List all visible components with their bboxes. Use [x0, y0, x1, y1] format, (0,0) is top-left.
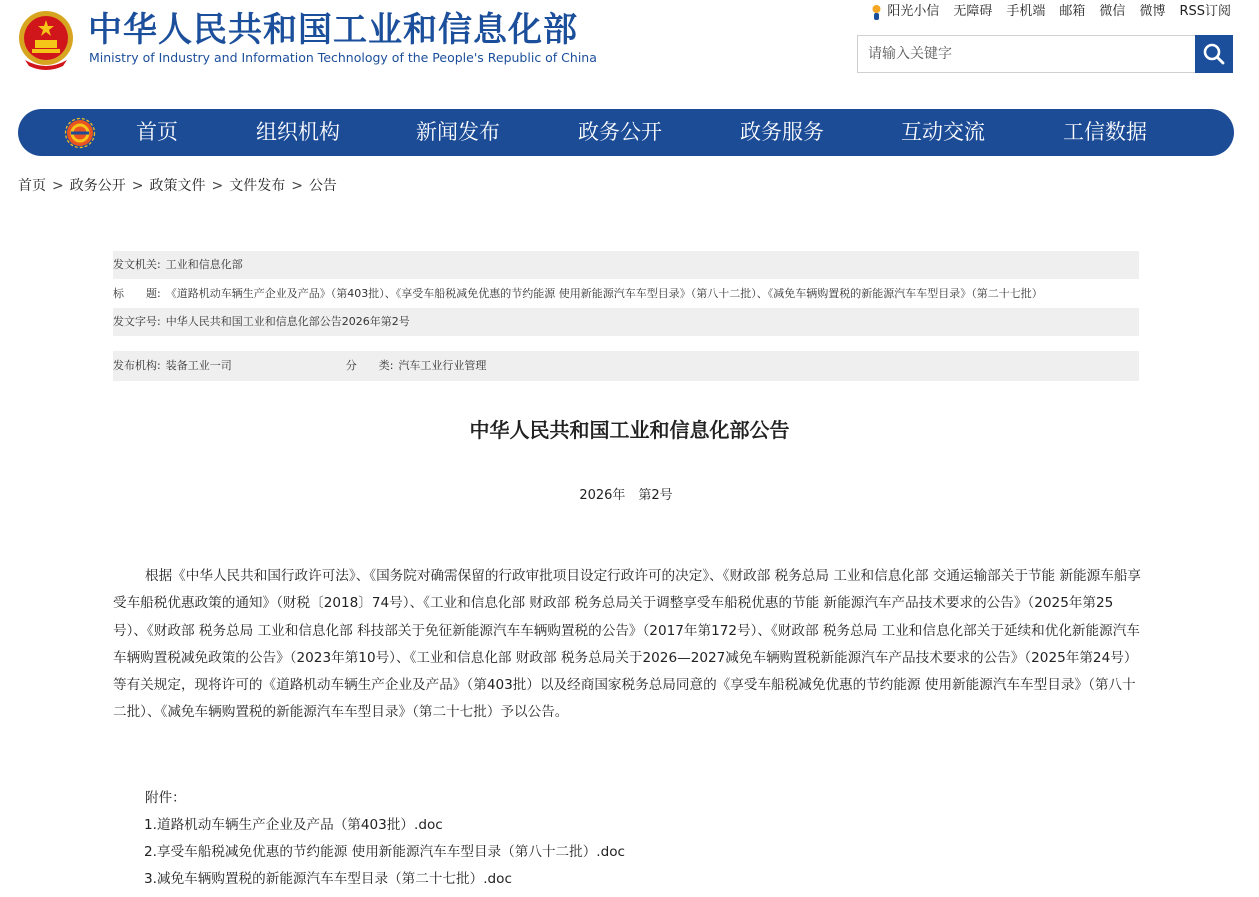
nav-item-organization[interactable]: 组织机构: [256, 120, 340, 144]
toplink-rss[interactable]: RSS订阅: [1179, 4, 1231, 19]
nav-logo-icon[interactable]: [64, 117, 96, 149]
breadcrumb-separator: >: [131, 178, 144, 194]
meta-docno-value: 中华人民共和国工业和信息化部公告2026年第2号: [165, 315, 410, 328]
main-nav: [18, 109, 1234, 156]
toplink-yangguang[interactable]: [869, 3, 939, 21]
nav-item-data[interactable]: 工信数据: [1063, 120, 1147, 144]
attachment-link-2[interactable]: 2.享受车船税减免优惠的节约能源 使用新能源汽车车型目录（第八十二批）.doc: [144, 844, 626, 860]
top-links: [855, 3, 1231, 21]
breadcrumb-separator: >: [291, 178, 303, 194]
sun-icon: [869, 3, 884, 21]
search-icon: [1202, 42, 1226, 66]
search-button[interactable]: [1195, 35, 1233, 73]
search-box: [857, 35, 1233, 73]
nav-item-services[interactable]: 政务服务: [740, 120, 824, 144]
meta-title-label: 标 题:: [113, 287, 161, 300]
meta-category-label: 分 类:: [345, 359, 394, 372]
breadcrumb-file-release[interactable]: 文件发布: [229, 178, 286, 194]
attachment-link-3[interactable]: 3.减免车辆购置税的新能源汽车车型目录（第二十七批）.doc: [144, 871, 512, 887]
toplink-mobile[interactable]: 手机端: [1006, 4, 1046, 19]
site-title[interactable]: 中华人民共和国工业和信息化部: [88, 10, 578, 50]
site-header: [0, 0, 1259, 100]
meta-issuer-value: 工业和信息化部: [165, 258, 243, 271]
breadcrumb-policy-files[interactable]: 政策文件: [149, 178, 206, 194]
toplink-weibo[interactable]: 微博: [1139, 4, 1166, 19]
toplink-label: 阳光小信: [887, 4, 940, 19]
meta-org-value: 装备工业一司: [165, 359, 232, 372]
meta-row-issuer: [113, 251, 1139, 279]
document-body: 根据《中华人民共和国行政许可法》、《国务院对确需保留的行政审批项目设定行政许可的决定》、《财政部 税务总局 工业和信息化部 交通运输部关于节能 新能源车船享受车船税优惠政策的通知》（财税〔2018〕74号）、《工业和信息化部 财政部 税务总局关于调整享受车船税优惠的节能 新能源汽车产品技术要求的公告》（2025年第25号）、《财政部 税务总局 工业和信息化部 科技部关于免征新能源汽车车辆购置税的公告》（2017年第172号）、《财政部 税务总局 工业和信息化部关于延续和优化新能源汽车车辆购置税减免政策的公告》（2023年第10号）、《工业和信息化部 财政部 税务总局关于2026—2027减免车辆购置税新能源汽车产品技术要求的公告》（2025年第24号）等有关规定，现将许可的《道路机动车辆生产企业及产品》（第403批）以及经商国家税务总局同意的《享受车船税减免优惠的节约能源 使用新能源汽车车型目录》（第八十二批）、《减免车辆购置税的新能源汽车车型目录》（第二十七批）予以公告。: [113, 568, 1142, 721]
meta-docno-label: 发文字号:: [113, 315, 161, 328]
breadcrumb-separator: >: [211, 178, 224, 194]
attachment-link-1[interactable]: 1.道路机动车辆生产企业及产品（第403批）.doc: [144, 817, 443, 833]
breadcrumb: [18, 175, 337, 195]
meta-title-value: 《道路机动车辆生产企业及产品》（第403批）、《享受车船税减免优惠的节约能源 使用新能源汽车车型目录》（第八十二批）、《减免车辆购置税的新能源汽车车型目录》（第二十七批）: [165, 287, 1043, 300]
breadcrumb-government-affairs[interactable]: 政务公开: [69, 178, 126, 194]
meta-org-label: 发布机构:: [113, 359, 161, 372]
toplink-accessibility[interactable]: 无障碍: [953, 4, 993, 19]
toplink-mail[interactable]: 邮箱: [1059, 4, 1086, 19]
toplink-wechat[interactable]: 微信: [1099, 4, 1126, 19]
site-subtitle: Ministry of Industry and Information Technology of the People's Republic of China: [89, 50, 597, 65]
nav-item-interaction[interactable]: 互动交流: [901, 120, 985, 144]
document-number: 2026年 第2号: [579, 488, 673, 503]
meta-issuer-label: 发文机关:: [113, 258, 161, 271]
nav-item-news[interactable]: 新闻发布: [416, 120, 500, 144]
breadcrumb-separator: >: [52, 178, 64, 194]
meta-row-docno: [113, 308, 1139, 336]
search-input[interactable]: [858, 36, 1194, 72]
nav-item-government-affairs[interactable]: 政务公开: [578, 120, 662, 144]
document-title: 中华人民共和国工业和信息化部公告: [469, 418, 790, 442]
breadcrumb-home[interactable]: 首页: [18, 178, 46, 194]
meta-row-title: [113, 280, 1139, 308]
attachments-label: 附件：: [145, 790, 186, 806]
meta-category-value: 汽车工业行业管理: [398, 359, 487, 372]
national-emblem-icon[interactable]: [17, 8, 75, 70]
nav-item-home[interactable]: 首页: [136, 120, 178, 144]
breadcrumb-announcement[interactable]: 公告: [308, 178, 337, 194]
meta-row-org: [113, 351, 1139, 381]
